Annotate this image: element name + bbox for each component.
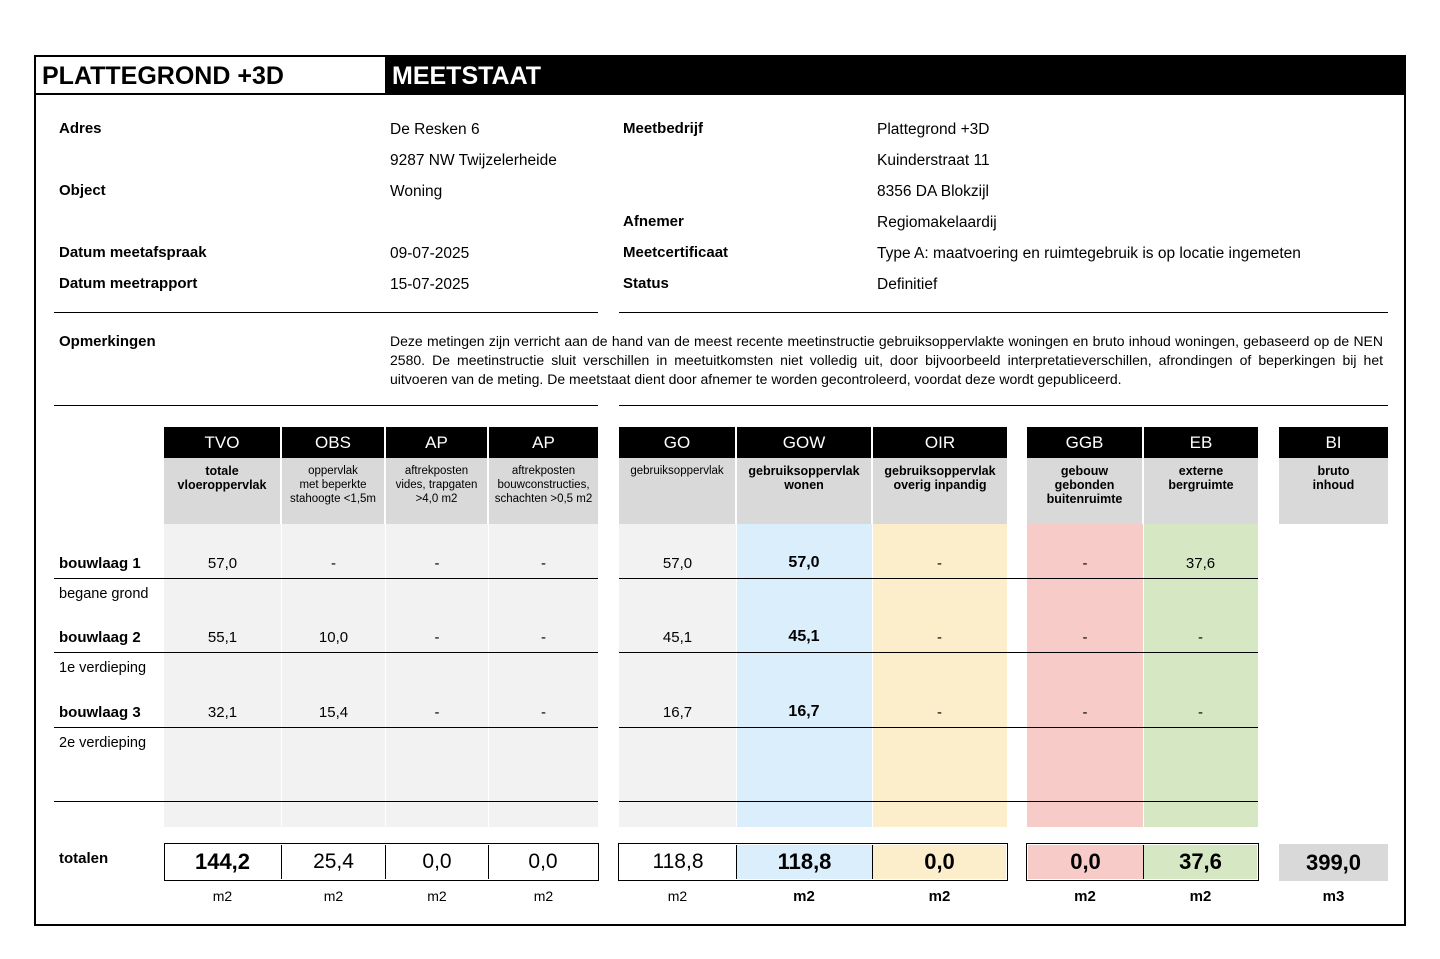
cell-r3-gow: 16,7 xyxy=(788,703,820,720)
row-divider xyxy=(619,578,1258,579)
row-divider xyxy=(54,727,598,728)
coldesc-eb: externe bergruimte xyxy=(1144,458,1258,524)
total-bi: 399,0 xyxy=(1279,844,1388,881)
cell-r1-ap1: - xyxy=(434,555,440,572)
object-label: Object xyxy=(59,182,106,199)
datum-afspraak-label: Datum meetafspraak xyxy=(59,244,207,261)
row-divider xyxy=(619,652,1258,653)
colhead-ap1: AP xyxy=(386,427,487,458)
status-value: Definitief xyxy=(877,276,938,293)
object-value: Woning xyxy=(390,183,443,200)
row-sub-bouwlaag1: begane grond xyxy=(59,586,149,602)
row-sub-bouwlaag3: 2e verdieping xyxy=(59,735,147,751)
totals-label: totalen xyxy=(59,850,109,867)
cell-r2-ggb: - xyxy=(1082,629,1088,646)
certificaat-value: Type A: maatvoering en ruimtegebruik is op locatie ingemeten xyxy=(877,245,1301,262)
cell-r2-ap2: - xyxy=(541,629,546,646)
cell-r2-ap1: - xyxy=(434,629,440,646)
cell-r1-obs: - xyxy=(331,555,336,572)
unit-ggb: m2 xyxy=(1074,888,1096,905)
remarks-text: Deze metingen zijn verricht aan de hand van de meest recente meetinstructie gebruiksoppervlakte woningen en bruto inhoud woningen, gebaseerd op de NEN 2580. De meetinstructie sluit verschillen in meetuitkomsten niet volledig uit, door bijvoorbeeld interpretatieverschillen, afrondingen of beperkingen bij het uitvoeren van de meting. De meetstaat dient door afnemer te worden gecontroleerd, voordat deze wordt gepubliceerd. xyxy=(390,333,1383,387)
row-label-bouwlaag2: bouwlaag 2 xyxy=(59,629,141,646)
cell-r3-ap1: - xyxy=(434,704,440,721)
page-title: MEETSTAAT xyxy=(385,57,1406,95)
unit-ap1: m2 xyxy=(427,888,447,904)
row-divider xyxy=(619,801,1258,802)
colhead-go: GO xyxy=(619,427,735,458)
cell-r3-oir: - xyxy=(937,704,942,721)
cell-r1-eb: 37,6 xyxy=(1185,555,1216,572)
unit-tvo: m2 xyxy=(212,888,233,904)
row-label-bouwlaag1: bouwlaag 1 xyxy=(59,555,141,572)
cell-r1-ap2: - xyxy=(541,555,546,572)
remarks-label: Opmerkingen xyxy=(59,333,156,350)
row-divider xyxy=(54,801,598,802)
coldesc-ap1: aftrekposten vides, trapgaten >4,0 m2 xyxy=(386,458,487,524)
adres-label: Adres xyxy=(59,120,102,137)
row-label-bouwlaag3: bouwlaag 3 xyxy=(59,704,141,721)
meetbedrijf-label: Meetbedrijf xyxy=(623,120,704,137)
total-ap1: 0,0 xyxy=(386,845,489,879)
colhead-ggb: GGB xyxy=(1027,427,1142,458)
cell-r2-eb: - xyxy=(1198,629,1203,646)
total-gow: 118,8 xyxy=(737,845,873,879)
colhead-oir: OIR xyxy=(873,427,1007,458)
coldesc-ap2: aftrekposten bouwconstructies, schachten >0,5 m2 xyxy=(489,458,598,524)
cell-r1-oir: - xyxy=(937,555,942,572)
divider xyxy=(54,405,598,406)
coldesc-tvo: totale vloeroppervlak xyxy=(164,458,280,524)
cell-r3-obs: 15,4 xyxy=(318,704,349,721)
datum-rapport-value: 15-07-2025 xyxy=(390,276,470,293)
cell-r3-go: 16,7 xyxy=(662,704,693,721)
unit-ap2: m2 xyxy=(533,888,554,904)
coldesc-bi: bruto inhoud xyxy=(1279,458,1388,524)
cell-r1-go: 57,0 xyxy=(662,555,693,572)
total-eb: 37,6 xyxy=(1144,845,1257,879)
total-obs: 25,4 xyxy=(282,845,386,879)
cell-r2-tvo: 55,1 xyxy=(207,629,238,646)
coldesc-obs: oppervlak met beperkte stahoogte <1,5m xyxy=(282,458,384,524)
datum-afspraak-value: 09-07-2025 xyxy=(390,245,470,262)
coldesc-oir: gebruiksoppervlak overig inpandig xyxy=(873,458,1007,524)
certificaat-label: Meetcertificaat xyxy=(623,244,729,261)
total-tvo: 144,2 xyxy=(164,845,282,879)
total-go: 118,8 xyxy=(620,845,737,879)
colhead-eb: EB xyxy=(1144,427,1258,458)
divider xyxy=(54,312,598,313)
cell-r2-obs: 10,0 xyxy=(318,629,349,646)
meetbedrijf-line2: Kuinderstraat 11 xyxy=(877,152,990,169)
colhead-gow: GOW xyxy=(737,427,871,458)
colhead-bi: BI xyxy=(1279,427,1388,458)
unit-gow: m2 xyxy=(793,888,815,905)
cell-r3-ap2: - xyxy=(541,704,546,721)
meetbedrijf-line1: Plattegrond +3D xyxy=(877,121,990,138)
cell-r3-ggb: - xyxy=(1082,704,1088,721)
colhead-ap2: AP xyxy=(489,427,598,458)
cell-r3-eb: - xyxy=(1198,704,1203,721)
row-divider xyxy=(54,578,598,579)
unit-oir: m2 xyxy=(928,888,951,905)
meetbedrijf-line3: 8356 DA Blokzijl xyxy=(877,183,990,200)
colhead-obs: OBS xyxy=(282,427,384,458)
total-ap2: 0,0 xyxy=(528,850,558,873)
cell-r2-gow: 45,1 xyxy=(788,628,820,645)
coldesc-ggb: gebouw gebonden buitenruimte xyxy=(1027,458,1142,524)
cell-r2-go: 45,1 xyxy=(662,629,693,646)
cell-r3-tvo: 32,1 xyxy=(207,704,238,721)
cell-r1-ggb: - xyxy=(1082,555,1088,572)
adres-line1: De Resken 6 xyxy=(390,121,480,138)
divider xyxy=(619,405,1388,406)
adres-line2: 9287 NW Twijzelerheide xyxy=(390,152,557,169)
unit-obs: m2 xyxy=(323,888,344,904)
row-sub-bouwlaag2: 1e verdieping xyxy=(59,660,147,676)
cell-r2-oir: - xyxy=(937,629,942,646)
datum-rapport-label: Datum meetrapport xyxy=(59,275,198,292)
cell-r1-gow: 57,0 xyxy=(788,554,820,571)
total-oir: 0,0 xyxy=(873,845,1006,879)
brand-title: PLATTEGROND +3D xyxy=(36,57,385,95)
coldesc-gow: gebruiksoppervlak wonen xyxy=(737,458,871,524)
afnemer-value: Regiomakelaardij xyxy=(877,214,997,231)
colhead-tvo: TVO xyxy=(164,427,280,458)
cell-r1-tvo: 57,0 xyxy=(207,555,238,572)
status-label: Status xyxy=(623,275,669,292)
total-ggb: 0,0 xyxy=(1028,845,1144,879)
coldesc-go: gebruiksoppervlak xyxy=(619,458,735,524)
unit-bi: m3 xyxy=(1322,888,1345,905)
row-divider xyxy=(54,652,598,653)
divider xyxy=(619,312,1388,313)
unit-eb: m2 xyxy=(1189,888,1212,905)
unit-go: m2 xyxy=(667,888,688,904)
row-divider xyxy=(619,727,1258,728)
afnemer-label: Afnemer xyxy=(623,213,684,230)
